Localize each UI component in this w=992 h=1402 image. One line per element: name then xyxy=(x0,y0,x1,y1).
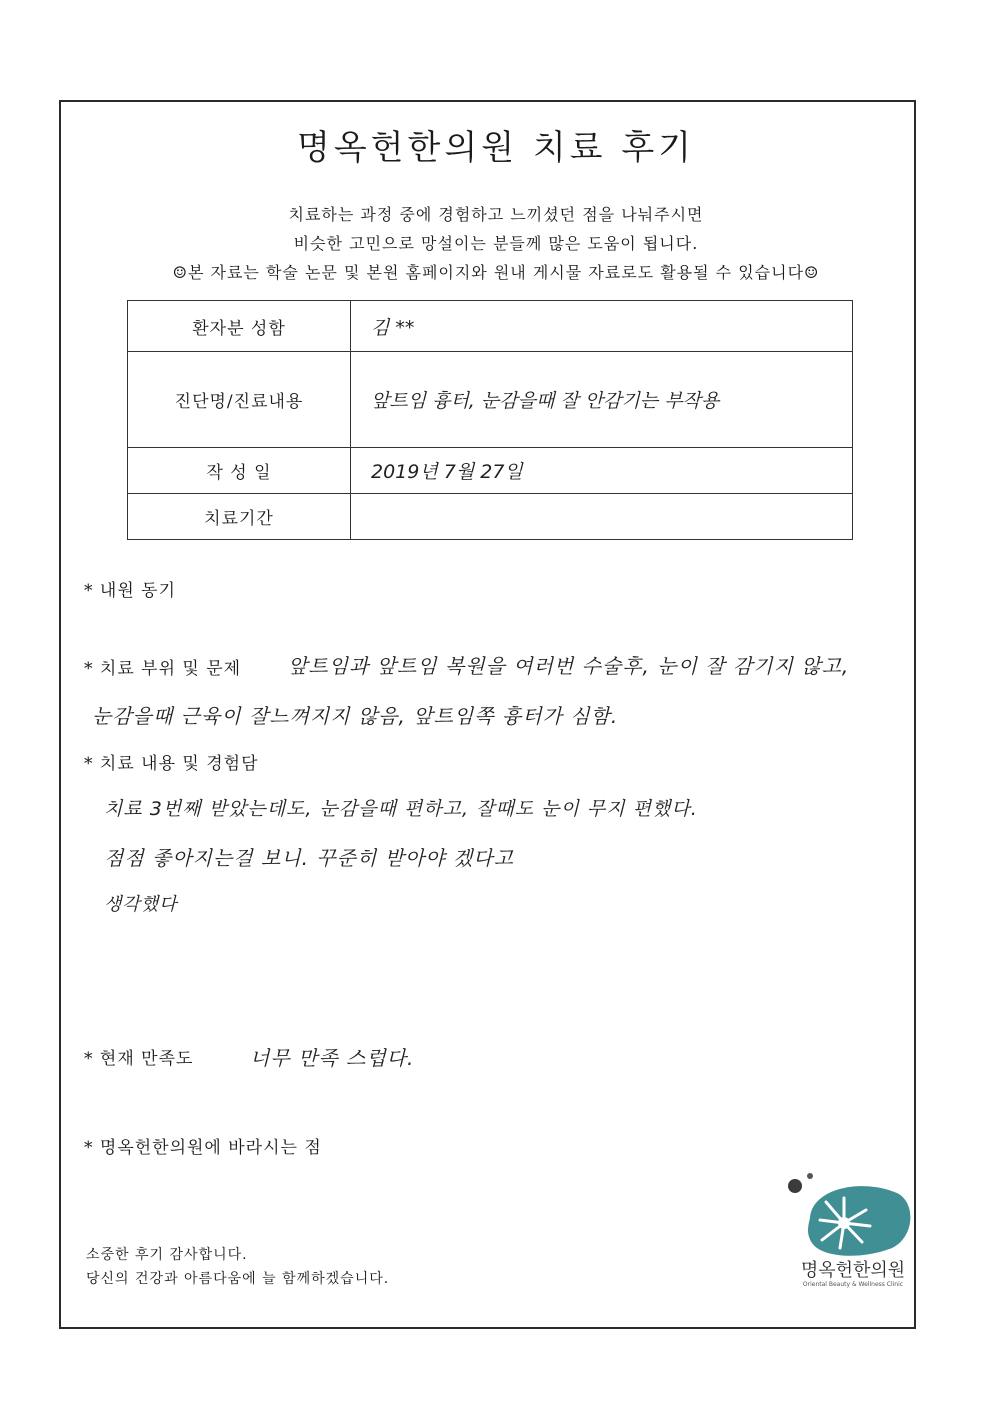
area-text-1: 앞트임과 앞트임 복원을 여러번 수술후, 눈이 잘 감기지 않고, xyxy=(288,654,850,678)
treatment-text-2: 점점 좋아지는걸 보니. 꾸준히 받아야 겠다고 xyxy=(104,846,514,870)
table-row xyxy=(128,448,853,494)
table-row xyxy=(128,352,853,448)
footer-line-2: 당신의 건강과 아름다움에 늘 함께하겠습니다. xyxy=(86,1271,390,1287)
treatment-label: * 치료 내용 및 경험담 xyxy=(84,754,259,774)
name-value: 김 ** xyxy=(351,301,853,352)
logo-dot xyxy=(788,1179,802,1193)
table-row xyxy=(128,301,853,352)
satisfaction-label: * 현재 만족도 xyxy=(84,1049,194,1069)
satisfaction-text: 너무 만족 스럽다. xyxy=(250,1046,415,1070)
name-label: 환자분 성함 xyxy=(128,301,351,352)
diagnosis-value: 앞트임 흉터, 눈감을때 잘 안감기는 부작용 xyxy=(351,352,853,448)
logo-flower-center xyxy=(838,1217,850,1229)
intro-line-1: 치료하는 과정 중에 경험하고 느끼셨던 점을 나눠주시면 xyxy=(288,205,704,224)
form-title: 명옥헌한의원 치료 후기 xyxy=(296,128,696,168)
period-label: 치료기간 xyxy=(128,494,351,540)
patient-info-table xyxy=(127,300,853,540)
intro-line-2: 비슷한 고민으로 망설이는 분들께 많은 도움이 됩니다. xyxy=(293,234,699,253)
treatment-text-3: 생각했다 xyxy=(104,894,178,915)
wish-label: * 명옥헌한의원에 바라시는 점 xyxy=(84,1138,322,1158)
table-row xyxy=(128,494,853,540)
flower-logo-icon xyxy=(782,1168,922,1268)
diagnosis-label: 진단명/진료내용 xyxy=(128,352,351,448)
area-label: * 치료 부위 및 문제 xyxy=(84,659,242,679)
intro-line-3: ☺본 자료는 학술 논문 및 본원 홈페이지와 원내 게시물 자료로도 활용될 수 있습니다☺ xyxy=(172,263,820,282)
motive-label: * 내원 동기 xyxy=(84,581,176,601)
date-value: 2019년 7월 27일 xyxy=(351,448,853,494)
logo-dot xyxy=(807,1173,813,1179)
logo-name: 명옥헌한의원 xyxy=(800,1260,906,1281)
footer-line-1: 소중한 후기 감사합니다. xyxy=(86,1247,248,1263)
logo-subtitle: Oriental Beauty & Wellness Clinic xyxy=(802,1281,904,1288)
date-label: 작 성 일 xyxy=(128,448,351,494)
treatment-text-1: 치료 3번째 받았는데도, 눈감을때 편하고, 잘때도 눈이 무지 편했다. xyxy=(104,798,698,820)
area-text-2: 눈감을때 근육이 잘느껴지지 않음, 앞트임쪽 흉터가 심함. xyxy=(92,704,619,728)
period-value xyxy=(351,494,853,540)
